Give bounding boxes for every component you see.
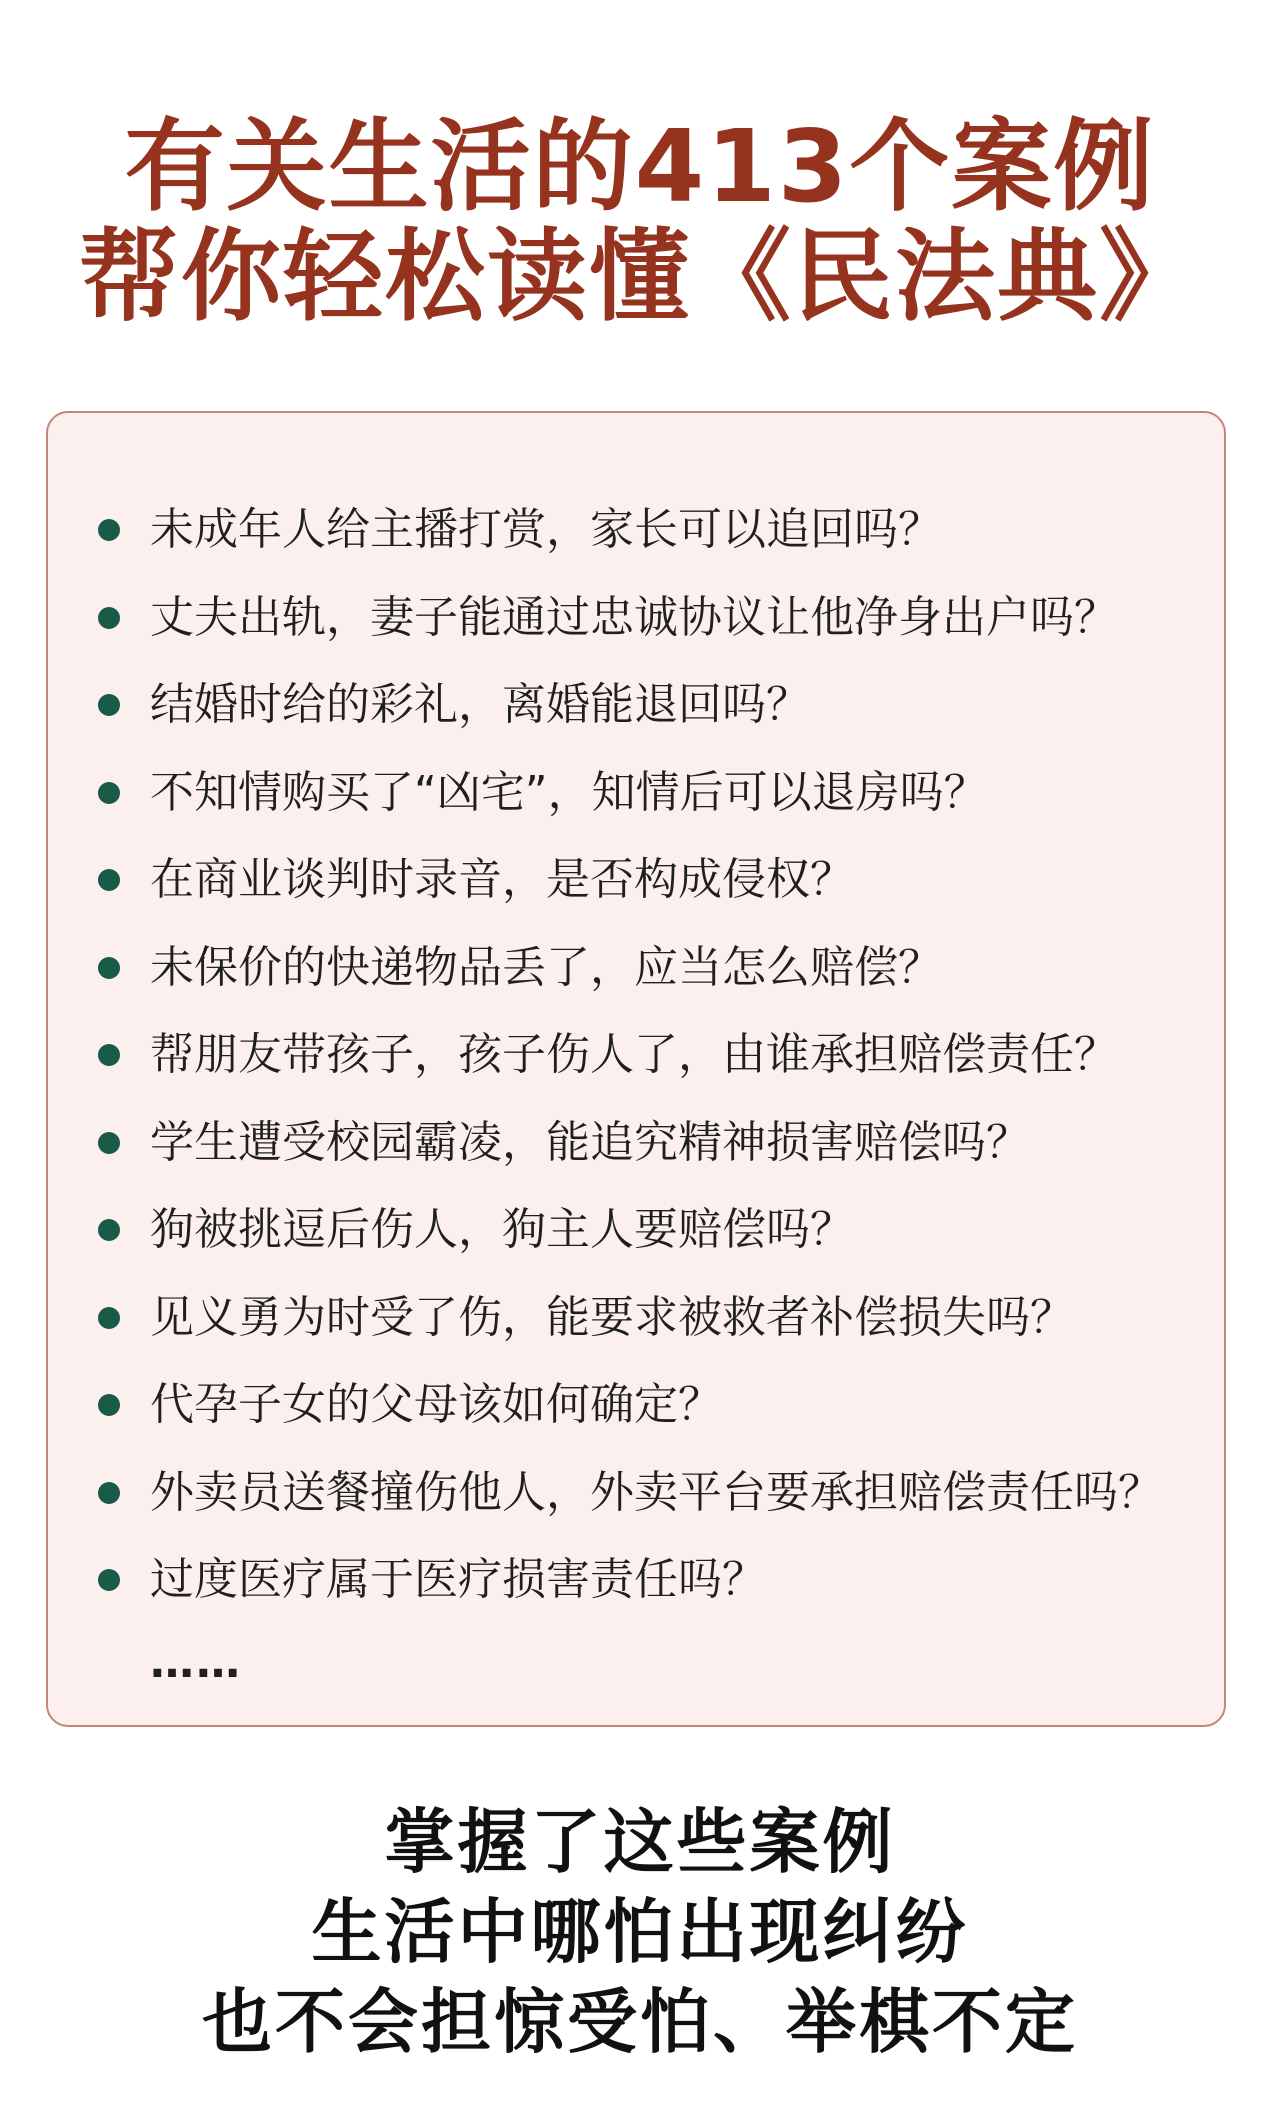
bullet-dot-icon [98,957,120,979]
bullet-dot-icon [98,607,120,629]
list-item [48,1274,1224,1362]
list-item [48,486,1224,574]
case-question: 狗被挑逗后伤人，狗主人要赔偿吗？ [150,1204,854,1255]
case-question: 在商业谈判时录音，是否构成侵权？ [150,854,854,905]
case-question: 见义勇为时受了伤，能要求被救者补偿损失吗？ [150,1291,1074,1343]
closing-line-2: 生活中哪怕出现纠纷 [311,1891,969,1973]
case-list-panel [46,411,1226,1727]
closing-statement [0,1797,1280,2067]
case-list [48,486,1224,1624]
list-item [48,1536,1224,1624]
case-question: 丈夫出轨，妻子能通过忠诚协议让他净身出户吗？ [150,591,1118,643]
headline-line-2: 帮你轻松读懂《民法典》 [79,218,1201,335]
case-question: 学生遭受校园霸凌，能追究精神损害赔偿吗？ [150,1116,1030,1168]
case-question: 代孕子女的父母该如何确定？ [150,1379,722,1430]
bullet-dot-icon [98,1569,120,1591]
list-item [48,749,1224,837]
list-item [48,836,1224,924]
case-question: 未成年人给主播打赏，家长可以追回吗？ [150,504,942,555]
bullet-dot-icon [98,1394,120,1416]
headline [0,108,1280,335]
case-question: 帮朋友带孩子，孩子伤人了，由谁承担赔偿责任？ [150,1029,1118,1080]
bullet-dot-icon [98,1044,120,1066]
case-question: 不知情购买了“凶宅”，知情后可以退房吗？ [150,766,988,818]
closing-line-3: 也不会担惊受怕、举棋不定 [202,1981,1078,2063]
bullet-dot-icon [98,1219,120,1241]
headline-line-1: 有关生活的413个案例 [124,108,1156,225]
bullet-dot-icon [98,519,120,541]
bullet-dot-icon [98,782,120,804]
case-question: 过度医疗属于医疗损害责任吗？ [150,1554,766,1605]
case-question: 结婚时给的彩礼，离婚能退回吗？ [150,679,810,730]
bullet-dot-icon [98,1307,120,1329]
list-item [48,1186,1224,1274]
bullet-dot-icon [98,694,120,716]
list-item [48,661,1224,749]
list-item [48,1449,1224,1537]
case-question: 外卖员送餐撞伤他人，外卖平台要承担赔偿责任吗？ [150,1466,1162,1518]
case-question: 未保价的快递物品丢了，应当怎么赔偿？ [150,941,942,993]
list-item [48,924,1224,1012]
bullet-dot-icon [98,869,120,891]
list-item [48,1011,1224,1099]
list-ellipsis: …… [150,1637,242,1688]
list-item [48,1361,1224,1449]
list-item [48,574,1224,662]
closing-line-1: 掌握了这些案例 [384,1801,896,1883]
list-item [48,1099,1224,1187]
bullet-dot-icon [98,1132,120,1154]
bullet-dot-icon [98,1482,120,1504]
